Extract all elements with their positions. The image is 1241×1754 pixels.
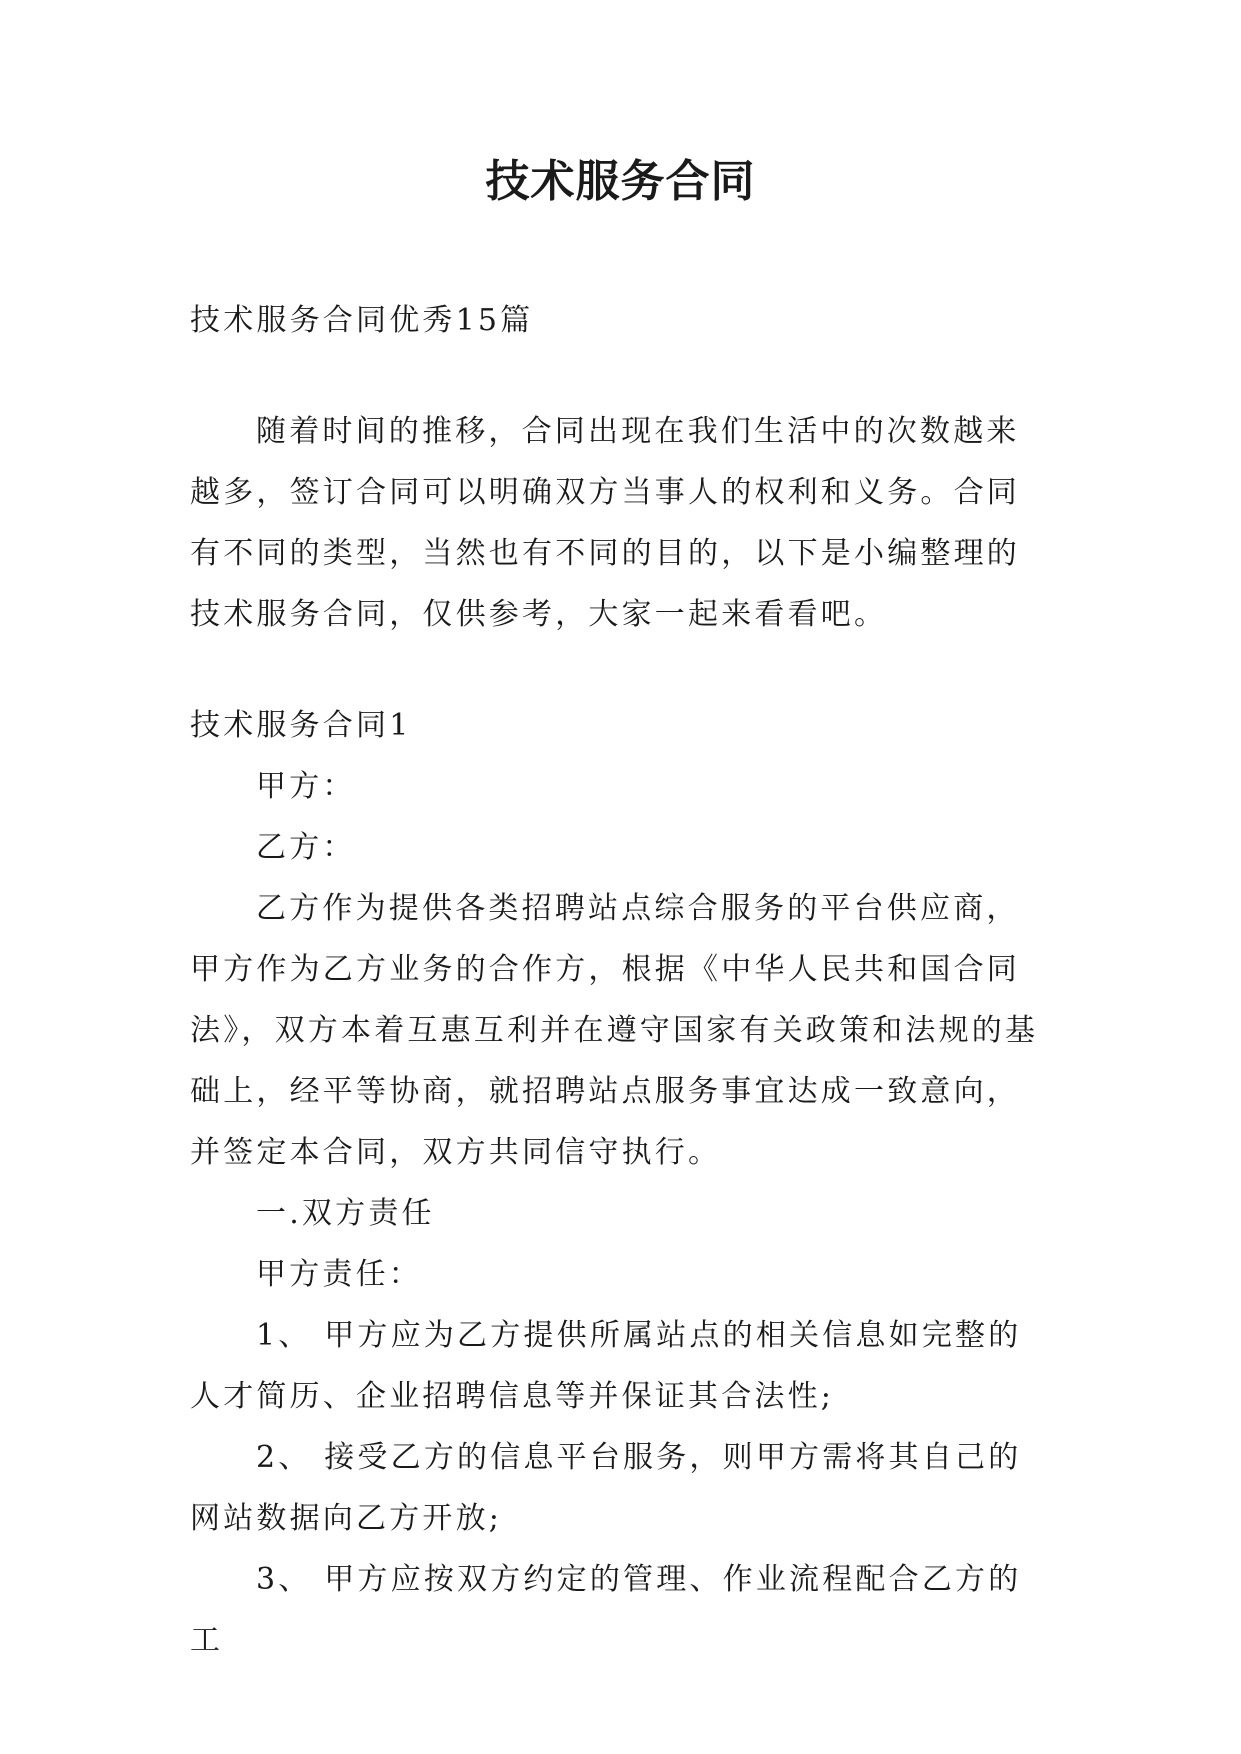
section-heading: 技术服务合同1 [190, 708, 412, 743]
document-subtitle: 技术服务合同优秀15篇 [190, 303, 534, 338]
duty-item-2: 2、 接受乙方的信息平台服务，则甲方需将其自己的网站数据向乙方开放; [190, 1440, 1022, 1536]
party-b-label: 乙方： [256, 830, 356, 865]
document-title: 技术服务合同 [485, 156, 756, 207]
duty-item-1: 1、 甲方应为乙方提供所属站点的相关信息如完整的人才简历、企业招聘信息等并保证其合法性; [190, 1318, 1022, 1414]
party-a-label: 甲方： [256, 769, 356, 804]
party-a-duties-heading: 甲方责任： [256, 1257, 422, 1292]
document-body [190, 290, 1052, 1671]
duty-item-3: 3、 甲方应按双方约定的管理、作业流程配合乙方的工 [190, 1562, 1022, 1658]
clause-heading: 一.双方责任 [256, 1196, 435, 1231]
preamble-paragraph: 乙方作为提供各类招聘站点综合服务的平台供应商，甲方作为乙方业务的合作方，根据《中华人民共和国合同法》，双方本着互惠互利并在遵守国家有关政策和法规的基础上，经平等协商，就招聘站点服务事宜达成一致意向，并签定本合同，双方共同信守执行。 [190, 891, 1039, 1170]
intro-paragraph: 随着时间的推移，合同出现在我们生活中的次数越来越多，签订合同可以明确双方当事人的权利和义务。合同有不同的类型，当然也有不同的目的，以下是小编整理的技术服务合同，仅供参考，大家一起来看看吧。 [190, 414, 1020, 632]
